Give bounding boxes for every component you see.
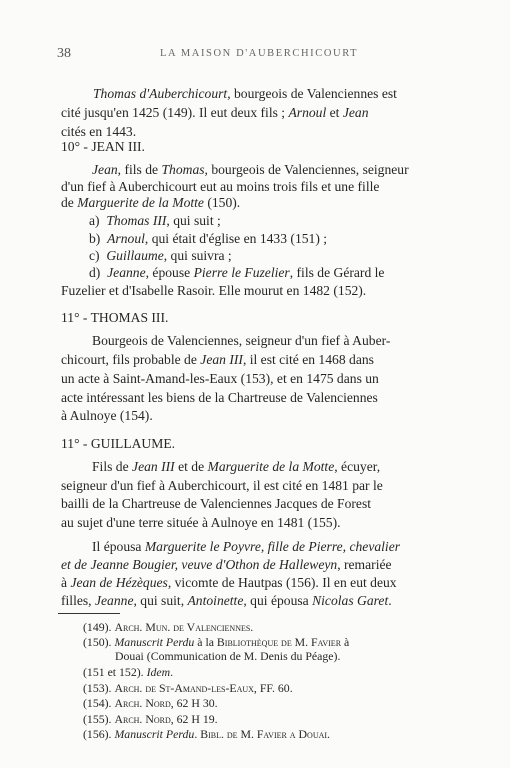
text-line [61,196,240,210]
text-run: , bourgeois de Valenciennes est [227,86,397,101]
list-marker: d) [89,265,101,280]
text-run: filles, [61,593,95,608]
list-item [89,214,221,228]
person-name: Pierre le Fuzelier [193,265,290,280]
list-item [89,249,232,263]
list-marker: c) [89,248,100,263]
text-run: , qui suit, [133,593,188,608]
text-run: , 62 H 19. [170,712,218,726]
person-name: Arnoul [288,105,327,120]
list-marker: a) [89,213,100,228]
footnote [83,714,218,726]
footnote-number: (153). [83,681,112,695]
person-name: Jean III [132,459,175,474]
text-run: Il épousa [92,539,145,554]
source-ref: Bibl. de M. Favier a Douai [200,727,328,741]
text-run: , remariée [337,557,392,572]
person-name: Jean [342,105,369,120]
text-line: au sujet d'une terre située à Aulnoye en 1481 (155). [61,515,341,530]
footnote [83,729,330,741]
text-line: un acte à Saint-Amand-les-Eaux (153), et en 1475 dans un [61,371,379,386]
text-line [61,353,374,367]
person-name: Thomas III [106,213,167,228]
footnote-rule [58,613,120,614]
text-line [92,540,400,554]
text-line: d'un fief à Auberchicourt eut au moins trois fils et une fille [61,179,380,194]
person-name: Arnoul [107,231,145,246]
text-line: à Aulnoye (154). [61,408,153,423]
text-run: à [341,635,350,649]
list-item [89,232,327,246]
footnote-number: (154). [83,696,112,710]
section-heading: 10° - JEAN III. [61,139,145,154]
source-ref: Arch. Mun. de Valenciennes. [114,620,254,634]
text-line [61,558,392,572]
text-run: . [194,727,201,741]
text-run: , bourgeois de Valenciennes, seigneur [204,162,409,177]
text-run: cité jusqu'en 1425 (149). Il eut deux fils ; [61,105,289,120]
text-run: , fils de Gérard le [289,265,385,280]
text-line: seigneur d'un fief à Auberchicourt, il est cité en 1481 par le [61,478,383,493]
person-name: Jeanne [94,593,134,608]
text-run: à [61,575,71,590]
footnote-number: (149). [83,620,112,634]
person-name: Antoinette [187,593,244,608]
text-line: Fuzelier et d'Isabelle Rasoir. Elle mourut en 1482 (152). [61,283,367,298]
source-ref: Manuscrit Perdu [114,727,195,741]
text-run: , qui suit ; [166,213,221,228]
text-run: , 62 H 30. [170,696,218,710]
source-ref: Idem [146,665,171,679]
text-line [61,576,397,590]
text-run: (150). [203,195,241,210]
footnote-number: (151 et 152). [83,665,144,679]
footnote [83,698,218,710]
text-run: Fils de [92,459,133,474]
source-ref: Arch. de St-Amand-les-Eaux [114,681,254,695]
section-heading: 11° - GUILLAUME. [61,436,176,451]
text-line: Bourgeois de Valenciennes, seigneur d'un fief à Auber- [92,333,391,348]
text-run: à la [194,635,217,649]
text-line [61,106,369,120]
person-name: Jean de Hézèques [70,575,168,590]
text-run: . [327,727,330,741]
text-run: chicourt, fils probable de [61,352,201,367]
footnote [83,622,253,634]
text-line [93,87,397,101]
text-run: de [61,195,78,210]
page-number: 38 [57,46,71,61]
person-name: Guillaume [106,248,164,263]
text-line [92,460,380,474]
person-name: Nicolas Garet [312,593,389,608]
text-run: , fils de [117,162,162,177]
footnote-number: (150). [83,635,112,649]
footnote [83,637,349,649]
text-line: bailli de la Chartreuse de Valenciennes Jacques de Forest [61,496,372,511]
footnote [83,667,173,679]
person-name: Marguerite le Poyvre, fille de Pierre, chevalier [144,539,401,554]
text-run: et de [174,459,208,474]
person-name: Marguerite de la Motte [207,459,335,474]
text-run: , qui épousa [243,593,313,608]
footnote-continuation: Douai (Communication de M. Denis du Péage). [115,649,341,663]
footnote [83,683,293,695]
text-run: et [326,105,343,120]
text-line [92,163,409,177]
footnote-number: (155). [83,712,112,726]
footnote-number: (156). [83,727,112,741]
source-ref: Manuscrit Perdu [114,635,195,649]
person-name: et de Jeanne Bougier, veuve d'Othon de Halleweyn [61,557,338,572]
text-run: . [170,665,174,679]
list-item [89,266,384,280]
person-name: Jean III [200,352,243,367]
text-run: , épouse [145,265,194,280]
list-marker: b) [89,231,101,246]
source-ref: Bibliothèque de M. Favier [216,635,342,649]
person-name: Jeanne [107,265,146,280]
text-line: acte intéressant les biens de la Chartreuse de Valenciennes [61,390,378,405]
person-name: Thomas [161,162,205,177]
section-heading: 11° - THOMAS III. [61,310,169,325]
text-run: , qui était d'église en 1433 (151) ; [144,231,328,246]
text-run: , FF. 60. [253,681,293,695]
text-run: , il est cité en 1468 dans [242,352,374,367]
person-name: Jean [92,162,118,177]
text-run: , vicomte de Hautpas (156). Il en eut deux [167,575,397,590]
text-line: cités en 1443. [61,124,137,139]
person-name: Thomas d'Auberchicourt [93,86,228,101]
source-ref: Arch. Nord [114,696,171,710]
person-name: Marguerite de la Motte [77,195,204,210]
text-run: , qui suivra ; [163,248,232,263]
running-title: LA MAISON D'AUBERCHICOURT [160,48,359,59]
text-line [61,594,392,608]
text-run: . [388,593,392,608]
source-ref: Arch. Nord [114,712,171,726]
text-run: , écuyer, [334,459,381,474]
